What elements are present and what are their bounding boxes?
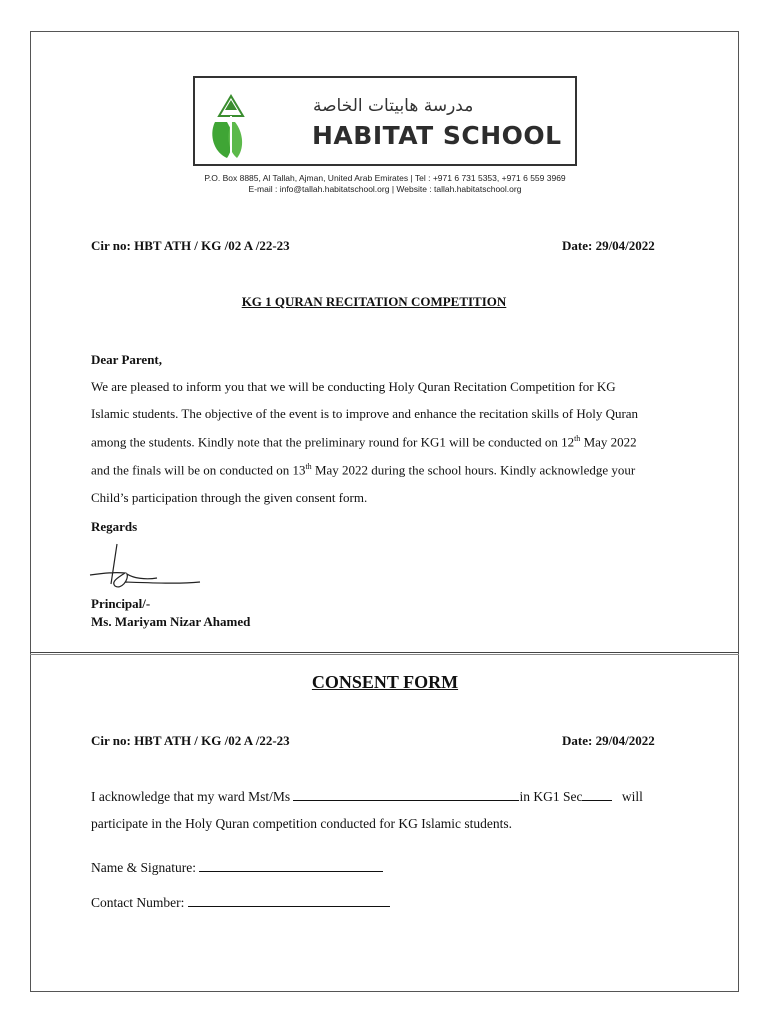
name-signature-label: Name & Signature: [91, 860, 196, 875]
name-signature-row [91, 859, 383, 876]
signatory-name: Ms. Mariyam Nizar Ahamed [91, 614, 251, 629]
contact-number-label: Contact Number: [91, 895, 185, 910]
name-signature-field[interactable] [199, 859, 383, 872]
school-address: P.O. Box 8885, Al Tallah, Ajman, United Arab Emirates | Tel : +971 6 731 5353, +971 6 559 3969 [204, 173, 566, 183]
section-field[interactable] [582, 788, 612, 801]
body-line-3 [91, 434, 637, 450]
circular-title: KG 1 QURAN RECITATION COMPETITION [241, 294, 507, 309]
body-line-4 [91, 462, 635, 478]
ack-text-start: I acknowledge that my ward Mst/Ms [91, 789, 291, 804]
school-name: HABITAT SCHOOL [312, 121, 562, 150]
ack-text-mid: in KG1 Sec [519, 789, 583, 804]
circular-number: Cir no: HBT ATH / KG /02 A /22-23 [91, 238, 290, 253]
body-line-1: We are pleased to inform you that we will be conducting Holy Quran Recitation Competition for KG [91, 379, 616, 394]
superscript-th: th [305, 462, 312, 471]
acknowledgement-line [91, 788, 643, 805]
ack-text-end: will [621, 789, 643, 804]
school-logo-icon [205, 92, 257, 162]
school-arabic-name: مدرسة هابيتات الخاصة [313, 96, 474, 116]
body-line-3-end: May 2022 [580, 434, 637, 450]
salutation: Dear Parent, [91, 352, 162, 367]
body-line-4-end: May 2022 during the school hours. Kindly acknowledge your [311, 462, 636, 478]
signatory-title: Principal/- [91, 596, 151, 611]
contact-number-field[interactable] [188, 894, 390, 907]
section-divider [30, 652, 739, 655]
superscript-th: th [574, 434, 581, 443]
consent-date: Date: 29/04/2022 [562, 733, 655, 748]
body-line-2: Islamic students. The objective of the event is to improve and enhance the recitation skills of Holy Quran [91, 406, 639, 421]
consent-circular-number: Cir no: HBT ATH / KG /02 A /22-23 [91, 733, 290, 748]
circular-date: Date: 29/04/2022 [562, 238, 655, 253]
acknowledgement-line-2: participate in the Holy Quran competition conducted for KG Islamic students. [91, 816, 513, 831]
regards: Regards [91, 519, 138, 534]
ward-name-field[interactable] [293, 788, 519, 801]
contact-number-row [91, 894, 390, 911]
consent-title: CONSENT FORM [311, 672, 459, 692]
principal-signature [85, 540, 205, 595]
body-line-5: Child’s participation through the given consent form. [91, 490, 368, 505]
body-line-4-text: and the finals will be on conducted on 13 [91, 462, 306, 478]
body-line-3-text: among the students. Kindly note that the preliminary round for KG1 will be conducted on 12 [91, 434, 575, 450]
school-contact: E-mail : info@tallah.habitatschool.org | Website : tallah.habitatschool.org [248, 184, 522, 194]
